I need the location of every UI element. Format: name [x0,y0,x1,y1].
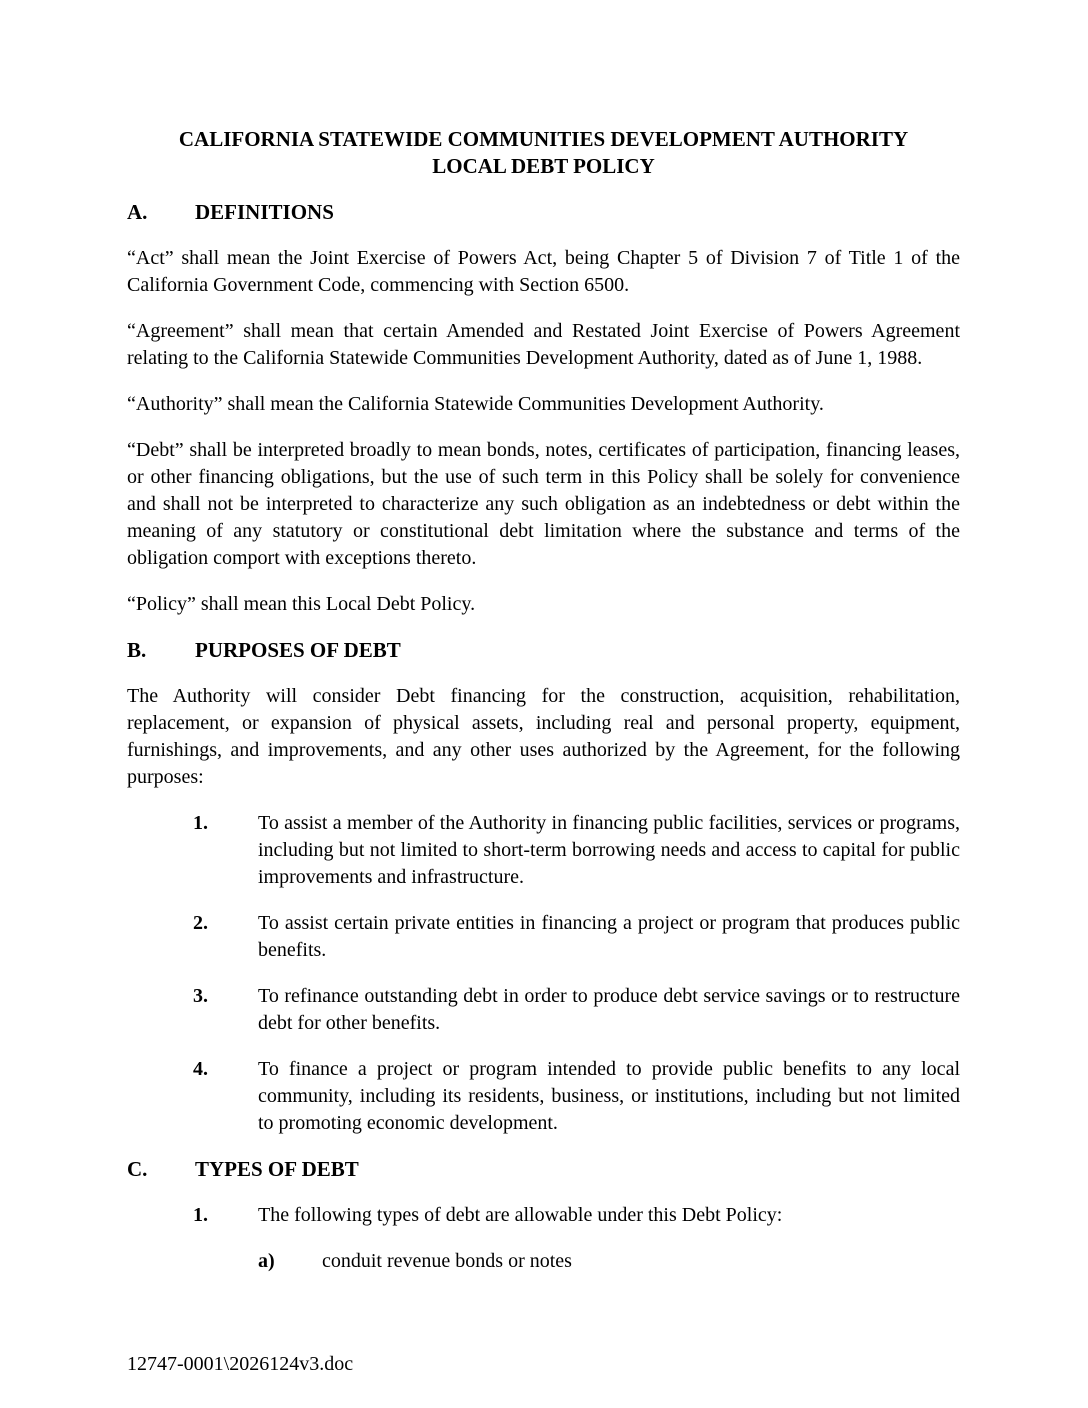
section-a-label: A. [127,200,148,224]
document-title [127,126,960,180]
section-a-heading [127,199,960,226]
document-title-line1: CALIFORNIA STATEWIDE COMMUNITIES DEVELOPMENT AUTHORITY [178,127,909,151]
section-b-title: PURPOSES OF DEBT [195,638,401,662]
list-item-text: To refinance outstanding debt in order to produce debt service savings or to restructure debt for other benefits. [258,985,960,1034]
paragraph-purposes-intro: The Authority will consider Debt financing for the construction, acquisition, rehabilitation, replacement, or expansion of physical assets, including real and personal property, equipment, furnishings, and improvements, and any other uses authorized by the Agreement, for the following purposes: [127,685,960,788]
list-item-text: To assist a member of the Authority in financing public facilities, services or programs, including but not limited to short-term borrowing needs and access to capital for public improvements and infrastructure. [258,812,960,888]
document-filename-footer: 12747-0001\2026124v3.doc [127,1353,354,1375]
section-c-title: TYPES OF DEBT [195,1157,359,1181]
list-item-text: To assist certain private entities in financing a project or program that produces public benefits. [258,912,960,961]
section-a-title: DEFINITIONS [195,200,334,224]
list-item [193,810,960,891]
sub-list-item [258,1248,960,1275]
paragraph-act-definition: “Act” shall mean the Joint Exercise of Powers Act, being Chapter 5 of Division 7 of Title 1 of the California Government Code, commencing with Section 6500. [127,247,960,296]
paragraph-debt-definition: “Debt” shall be interpreted broadly to mean bonds, notes, certificates of participation, financing leases, or other financing obligations, but the use of such term in this Policy shall be solely for convenience and shall not be interpreted to characterize any such obligation as an indebtedness or debt within the meaning of any statutory or constitutional debt limitation where the substance and terms of the obligation comport with exceptions thereto. [127,439,960,569]
sub-list-item-letter: a) [258,1250,275,1272]
list-item [193,1202,960,1229]
list-item-number: 3. [193,985,208,1007]
list-item-number: 4. [193,1058,208,1080]
section-c-label: C. [127,1157,148,1181]
paragraph-agreement-definition: “Agreement” shall mean that certain Amended and Restated Joint Exercise of Powers Agreement relating to the California Statewide Communities Development Authority, dated as of June 1, 1988. [127,320,960,369]
document-title-line2: LOCAL DEBT POLICY [432,154,655,178]
list-item [193,1056,960,1137]
list-item [193,983,960,1037]
list-item-number: 2. [193,912,208,934]
list-item-number: 1. [193,812,208,834]
section-b-label: B. [127,638,147,662]
list-item-number: 1. [193,1204,208,1226]
list-item-text: To finance a project or program intended to provide public benefits to any local community, including its residents, business, or institutions, including but not limited to promoting economic development. [258,1058,960,1134]
sub-list-item-text: conduit revenue bonds or notes [322,1250,572,1272]
section-b-heading [127,637,960,664]
list-item [193,910,960,964]
paragraph-authority-definition: “Authority” shall mean the California Statewide Communities Development Authority. [127,393,824,415]
list-item-text: The following types of debt are allowable under this Debt Policy: [258,1204,783,1226]
section-c-heading [127,1156,960,1183]
paragraph-policy-definition: “Policy” shall mean this Local Debt Policy. [127,593,476,615]
